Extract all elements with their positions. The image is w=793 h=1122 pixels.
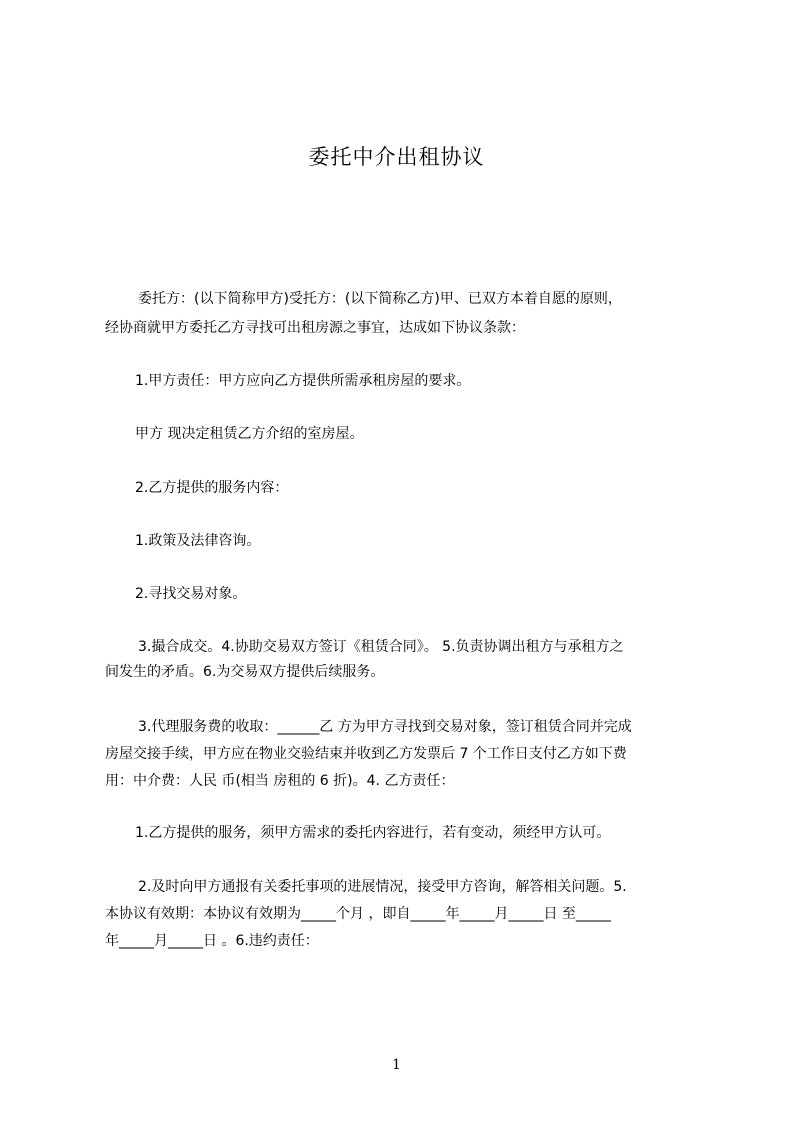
clause-party-a-decision: 甲方 现决定租赁乙方介绍的室房屋。 — [135, 426, 364, 442]
service-item-policy-consulting: 1.政策及法律咨询。 — [135, 533, 261, 549]
document-title: 委托中介出租协议 — [308, 145, 485, 169]
service-items-line-1: 3.撮合成交。4.协助交易双方签订《租赁合同》。 5.负责协调出租方与承租方之 — [138, 639, 624, 655]
validity-clause-line-3: 年_____月_____日 。6.违约责任： — [105, 933, 319, 949]
fee-clause-line-1: 3.代理服务费的收取：______乙 方为甲方寻找到交易对象，签订租赁合同并完成 — [138, 719, 632, 735]
validity-clause-line-1: 2.及时向甲方通报有关委托事项的进展情况，接受甲方咨询，解答相关问题。5. — [138, 879, 627, 895]
page-number: 1 — [392, 1057, 401, 1073]
fee-clause-line-2: 房屋交接手续，甲方应在物业交验结束并收到乙方发票后 7 个工作日支付乙方如下费 — [105, 746, 627, 762]
service-item-find-counterparty: 2.寻找交易对象。 — [135, 586, 247, 602]
paragraph-parties-line-2: 经协商就甲方委托乙方寻找可出租房源之事宜，达成如下协议条款： — [105, 320, 525, 336]
party-b-responsibility-item-1: 1.乙方提供的服务，须甲方需求的委托内容进行，若有变动，须经甲方认可。 — [135, 825, 611, 841]
paragraph-parties-line-1: 委托方：(以下简称甲方)受托方：(以下简称乙方)甲、已双方本着自愿的原则， — [138, 291, 622, 307]
service-items-line-2: 间发生的矛盾。6.为交易双方提供后续服务。 — [105, 664, 385, 680]
fee-clause-line-3: 用：中介费：人民 币(相当 房租的 6 折)。4. 乙方责任： — [105, 773, 455, 789]
clause-party-a-responsibility: 1.甲方责任：甲方应向乙方提供所需承租房屋的要求。 — [135, 373, 471, 389]
clause-party-b-services: 2.乙方提供的服务内容： — [135, 480, 289, 496]
validity-clause-line-2: 本协议有效期：本协议有效期为_____个月 ，即自_____年_____月_____日 至_____ — [105, 906, 611, 922]
